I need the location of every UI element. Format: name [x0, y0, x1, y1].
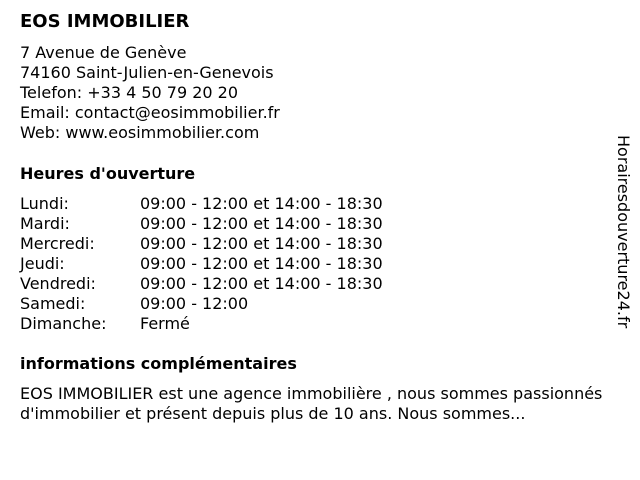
email: Email: contact@eosimmobilier.fr [20, 103, 280, 122]
hours-row [20, 234, 383, 254]
hours-heading: Heures d'ouverture [20, 164, 196, 183]
hours-row [20, 294, 383, 314]
hours-day: Jeudi: [20, 254, 65, 273]
hours-row [20, 194, 383, 214]
hours-time: 09:00 - 12:00 et 14:00 - 18:30 [140, 274, 383, 293]
hours-time: 09:00 - 12:00 et 14:00 - 18:30 [140, 234, 383, 253]
site-watermark: Horairesdouverture24.fr [614, 135, 633, 329]
hours-time: 09:00 - 12:00 et 14:00 - 18:30 [140, 254, 383, 273]
hours-row [20, 254, 383, 274]
hours-time: 09:00 - 12:00 et 14:00 - 18:30 [140, 194, 383, 213]
hours-day: Mercredi: [20, 234, 95, 253]
website: Web: www.eosimmobilier.com [20, 123, 260, 142]
contact-block [20, 43, 280, 143]
hours-row [20, 274, 383, 294]
business-name: EOS IMMOBILIER [20, 11, 190, 32]
info-heading: informations complémentaires [20, 354, 297, 373]
address-line-1: 7 Avenue de Genève [20, 43, 187, 62]
hours-day: Vendredi: [20, 274, 96, 293]
hours-day: Dimanche: [20, 314, 107, 333]
hours-time: 09:00 - 12:00 et 14:00 - 18:30 [140, 214, 383, 233]
info-description: EOS IMMOBILIER est une agence immobilière , nous sommes passionnés d'immobilier et présent depuis plus de 10 ans. Nous sommes... [20, 384, 603, 423]
hours-day: Samedi: [20, 294, 86, 313]
hours-day: Lundi: [20, 194, 69, 213]
hours-time: 09:00 - 12:00 [140, 294, 249, 313]
address-line-2: 74160 Saint-Julien-en-Genevois [20, 63, 274, 82]
hours-day: Mardi: [20, 214, 70, 233]
hours-table [20, 194, 383, 334]
hours-row [20, 214, 383, 234]
hours-row [20, 314, 383, 334]
hours-time: Fermé [140, 314, 190, 333]
phone: Telefon: +33 4 50 79 20 20 [20, 83, 239, 102]
